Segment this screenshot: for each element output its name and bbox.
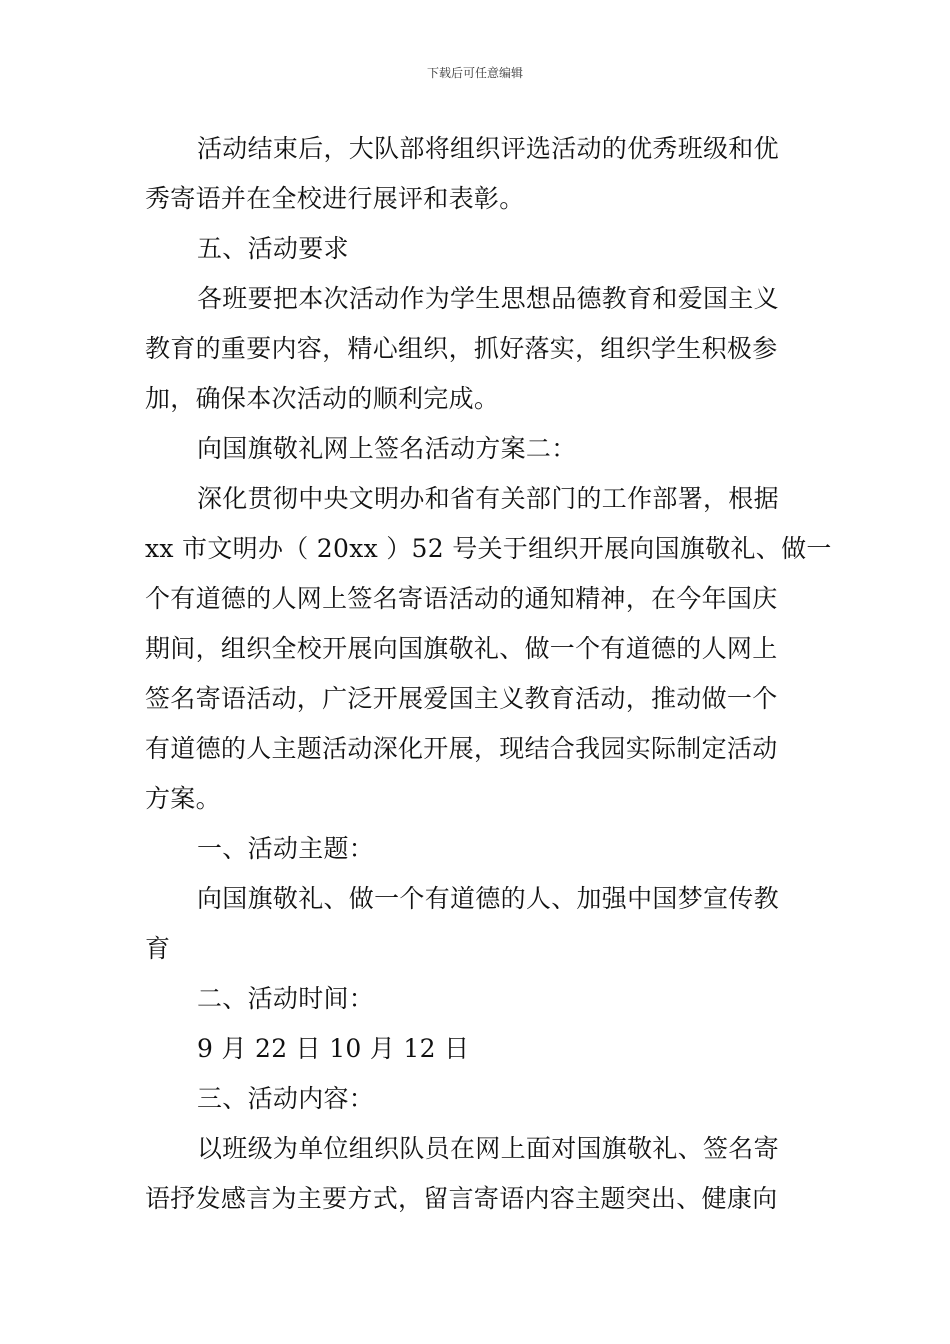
- body-line: 有道德的人主题活动深化开展，现结合我园实际制定活动: [145, 734, 778, 763]
- body-line: 活动结束后，大队部将组织评选活动的优秀班级和优: [197, 134, 779, 163]
- body-line: 向国旗敬礼、做一个有道德的人、加强中国梦宣传教: [197, 884, 779, 913]
- body-line: 以班级为单位组织队员在网上面对国旗敬礼、签名寄: [197, 1134, 779, 1163]
- body-line: 各班要把本次活动作为学生思想品德教育和爱国主义: [197, 284, 779, 313]
- page-header: 下载后可任意编辑: [426, 66, 523, 80]
- body-line: xx 市文明办（ 20xx ）52 号关于组织开展向国旗敬礼、做一: [145, 534, 832, 563]
- body-line: 语抒发感言为主要方式，留言寄语内容主题突出、健康向: [145, 1184, 778, 1213]
- body-line: 9 月 22 日 10 月 12 日: [197, 1034, 470, 1063]
- body-line: 三、活动内容：: [197, 1084, 375, 1113]
- body-line: 育: [145, 934, 171, 963]
- body-line: 期间，组织全校开展向国旗敬礼、做一个有道德的人网上: [145, 634, 778, 663]
- body-line: 签名寄语活动，广泛开展爱国主义教育活动，推动做一个: [145, 684, 778, 713]
- body-line: 教育的重要内容，精心组织，抓好落实，组织学生积极参: [145, 334, 778, 363]
- body-line: 秀寄语并在全校进行展评和表彰。: [145, 184, 525, 213]
- body-line: 个有道德的人网上签名寄语活动的通知精神，在今年国庆: [145, 584, 778, 613]
- body-line: 加，确保本次活动的顺利完成。: [145, 384, 500, 413]
- body-line: 一、活动主题：: [197, 834, 375, 863]
- body-line: 方案。: [145, 784, 221, 813]
- body-line: 深化贯彻中央文明办和省有关部门的工作部署，根据: [197, 484, 779, 513]
- body-line: 向国旗敬礼网上签名活动方案二：: [197, 434, 577, 463]
- body-line: 五、活动要求: [197, 234, 349, 263]
- document-body: [145, 124, 832, 1224]
- body-line: 二、活动时间：: [197, 984, 375, 1013]
